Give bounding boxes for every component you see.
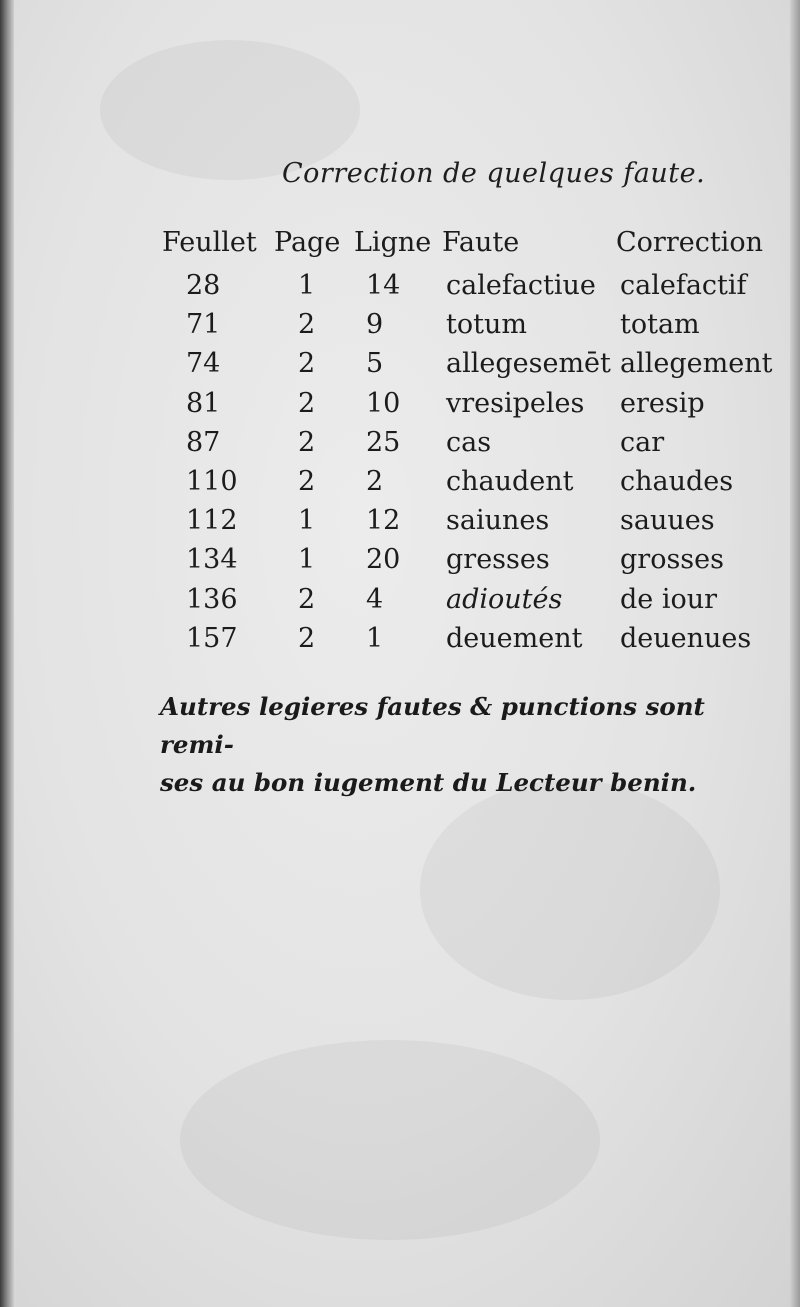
cell-correction: calefactif — [620, 270, 747, 302]
cell-correction: allegement — [620, 348, 773, 380]
cell-ligne: 12 — [366, 505, 401, 537]
cell-correction: grosses — [620, 544, 724, 576]
table-row — [162, 619, 772, 658]
cell-feullet: 134 — [186, 544, 238, 576]
table-row — [162, 462, 772, 501]
cell-page: 2 — [298, 622, 316, 654]
closing-note — [160, 688, 770, 802]
column-header-ligne: Ligne — [354, 226, 432, 258]
table-row — [162, 501, 772, 540]
page-heading: Correction de quelques faute. — [282, 158, 706, 189]
cell-faute: totum — [446, 309, 527, 341]
closing-note-line: ses au bon iugement du Lecteur benin. — [160, 768, 697, 797]
cell-ligne: 9 — [366, 309, 384, 341]
column-header-page: Page — [274, 226, 341, 258]
cell-ligne: 2 — [366, 466, 384, 498]
cell-feullet: 157 — [186, 622, 238, 654]
cell-faute: cas — [446, 426, 492, 458]
cell-correction: deuenues — [620, 622, 752, 654]
closing-note-line: Autres legieres fautes & punctions sont remi- — [160, 692, 705, 759]
cell-feullet: 112 — [186, 505, 238, 537]
cell-page: 2 — [298, 466, 316, 498]
cell-page: 1 — [298, 505, 316, 537]
cell-ligne: 1 — [366, 622, 384, 654]
cell-page: 2 — [298, 387, 316, 419]
cell-feullet: 71 — [186, 309, 221, 341]
cell-ligne: 14 — [366, 270, 401, 302]
cell-correction: chaudes — [620, 466, 734, 498]
cell-feullet: 28 — [186, 270, 221, 302]
cell-ligne: 25 — [366, 426, 401, 458]
table-row — [162, 540, 772, 579]
column-header-correction: Correction — [616, 226, 763, 258]
cell-feullet: 136 — [186, 583, 238, 615]
table-header-row — [162, 222, 772, 266]
paper-stain — [180, 1040, 600, 1240]
column-header-feullet: Feullet — [162, 226, 257, 258]
cell-faute: deuement — [446, 622, 583, 654]
table-row — [162, 580, 772, 619]
table-row — [162, 305, 772, 344]
cell-correction: totam — [620, 309, 700, 341]
cell-feullet: 74 — [186, 348, 221, 380]
cell-feullet: 81 — [186, 387, 221, 419]
cell-faute: adioutés — [446, 583, 563, 615]
table-row — [162, 384, 772, 423]
table-row — [162, 423, 772, 462]
cell-correction: eresip — [620, 387, 705, 419]
cell-ligne: 10 — [366, 387, 401, 419]
page-edge — [790, 0, 800, 1307]
cell-page: 2 — [298, 348, 316, 380]
cell-feullet: 110 — [186, 466, 238, 498]
cell-page: 2 — [298, 426, 316, 458]
table-row — [162, 344, 772, 383]
cell-correction: car — [620, 426, 665, 458]
cell-faute: chaudent — [446, 466, 574, 498]
cell-faute: gresses — [446, 544, 550, 576]
cell-ligne: 20 — [366, 544, 401, 576]
cell-ligne: 5 — [366, 348, 384, 380]
cell-faute: allegesemēt — [446, 348, 611, 380]
cell-page: 2 — [298, 309, 316, 341]
cell-ligne: 4 — [366, 583, 384, 615]
cell-feullet: 87 — [186, 426, 221, 458]
errata-table — [162, 222, 772, 658]
table-row — [162, 266, 772, 305]
cell-faute: vresipeles — [446, 387, 585, 419]
cell-page: 1 — [298, 270, 316, 302]
cell-page: 1 — [298, 544, 316, 576]
cell-faute: saiunes — [446, 505, 550, 537]
cell-correction: de iour — [620, 583, 718, 615]
cell-faute: calefactiue — [446, 270, 596, 302]
page-binding-shadow — [0, 0, 14, 1307]
cell-correction: sauues — [620, 505, 715, 537]
cell-page: 2 — [298, 583, 316, 615]
paper-stain — [420, 780, 720, 1000]
column-header-faute: Faute — [442, 226, 520, 258]
